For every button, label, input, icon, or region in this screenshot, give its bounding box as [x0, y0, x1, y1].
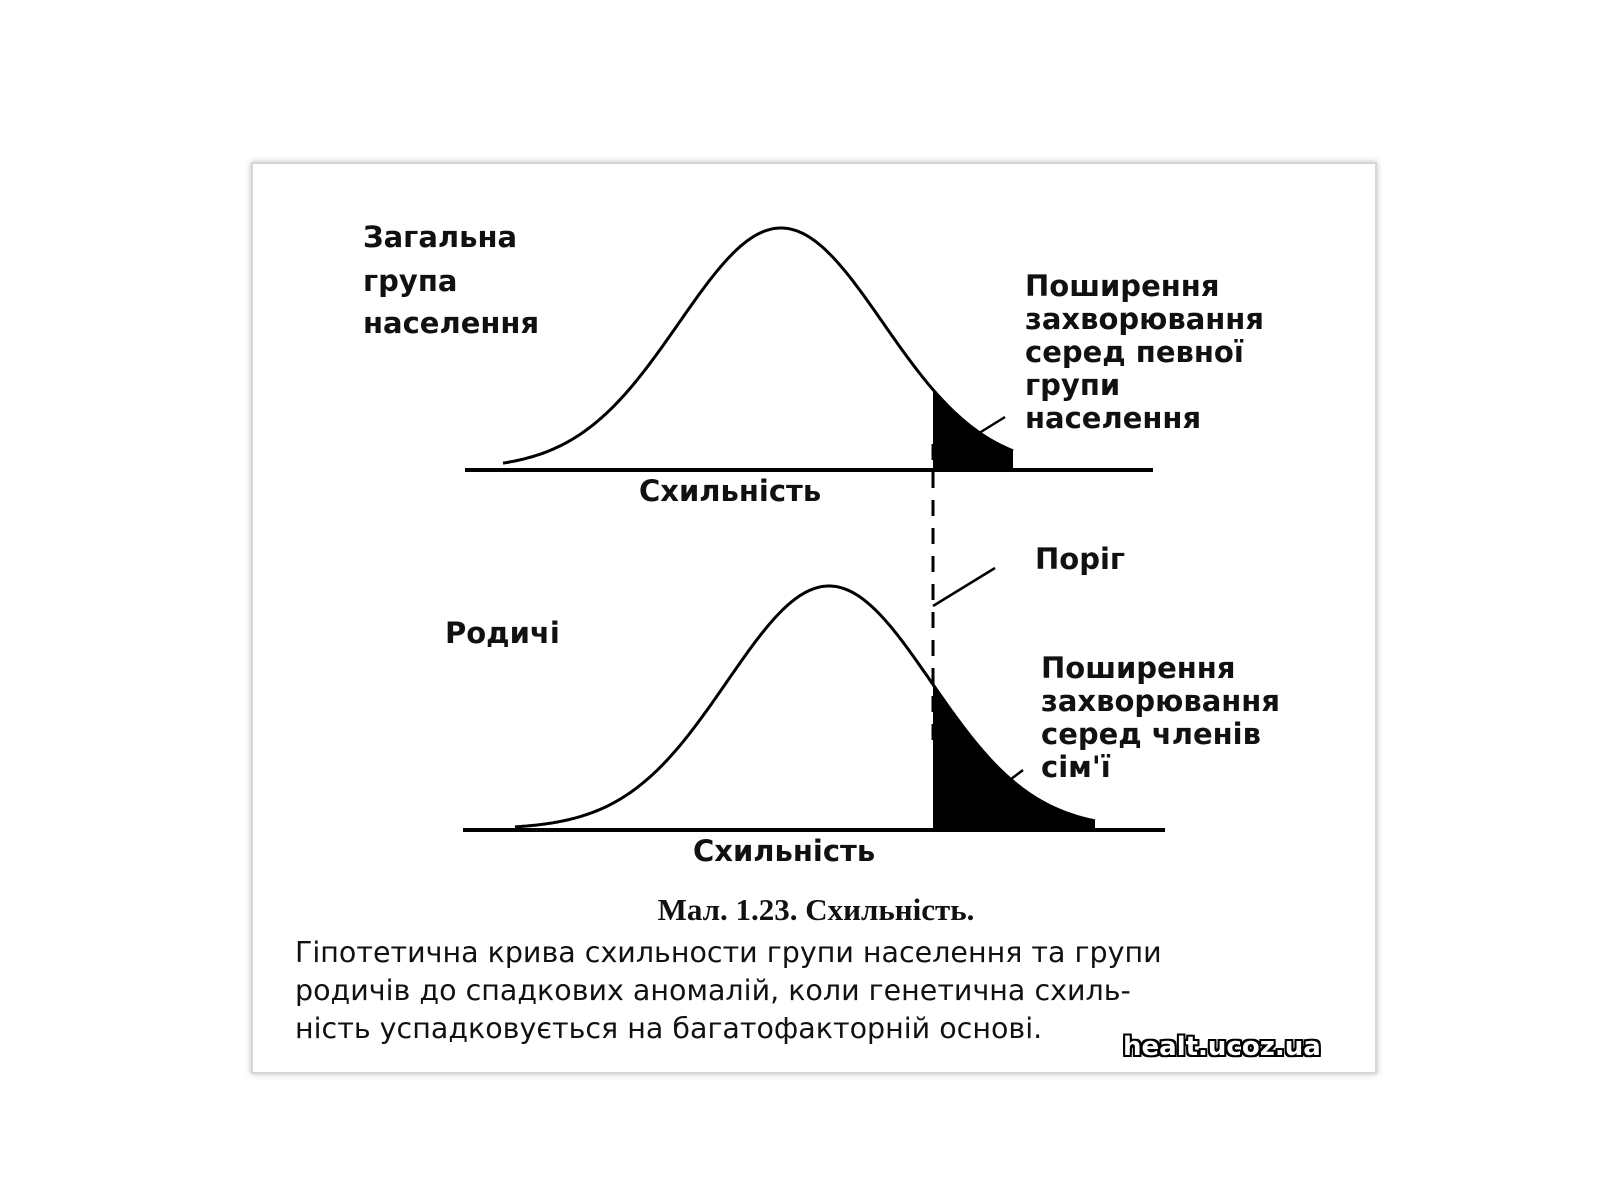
family-prevalence-annotation: [1041, 652, 1280, 784]
general-population-label-line: населення: [363, 306, 540, 340]
threshold-label: Поріг: [1035, 542, 1126, 576]
annotation-line: групи: [1025, 368, 1121, 402]
caption-line: ність успадковується на багатофакторній основі.: [295, 1012, 1043, 1045]
caption-line: родичів до спадкових аномалій, коли генетична схиль-: [295, 974, 1131, 1007]
annotation-line: захворювання: [1025, 302, 1264, 336]
general-population-label: [363, 220, 539, 340]
annotation-line: Поширення: [1041, 651, 1236, 685]
relatives-label: Родичі: [445, 616, 560, 650]
watermark: healt.ucoz.ua: [1123, 1032, 1321, 1062]
threshold-pointer: [933, 568, 995, 606]
annotation-line: населення: [1025, 401, 1202, 435]
figure-caption-title: Мал. 1.23. Схильність.: [657, 892, 975, 927]
annotation-line: сім'ї: [1041, 750, 1111, 784]
top-axis-label: Схильність: [639, 474, 822, 508]
bottom-axis-label: Схильність: [693, 834, 876, 868]
general-population-label-line: група: [363, 264, 458, 298]
figure-panel: [251, 162, 1377, 1074]
general-population-label-line: Загальна: [363, 220, 518, 254]
annotation-line: Поширення: [1025, 269, 1220, 303]
population-prevalence-annotation: [1025, 270, 1264, 435]
caption-line: Гіпотетична крива схильности групи населення та групи: [295, 936, 1162, 969]
annotation-line: серед членів: [1041, 717, 1261, 751]
figure-caption-text: [295, 934, 1355, 1048]
annotation-line: захворювання: [1041, 684, 1280, 718]
annotation-line: серед певної: [1025, 335, 1244, 369]
